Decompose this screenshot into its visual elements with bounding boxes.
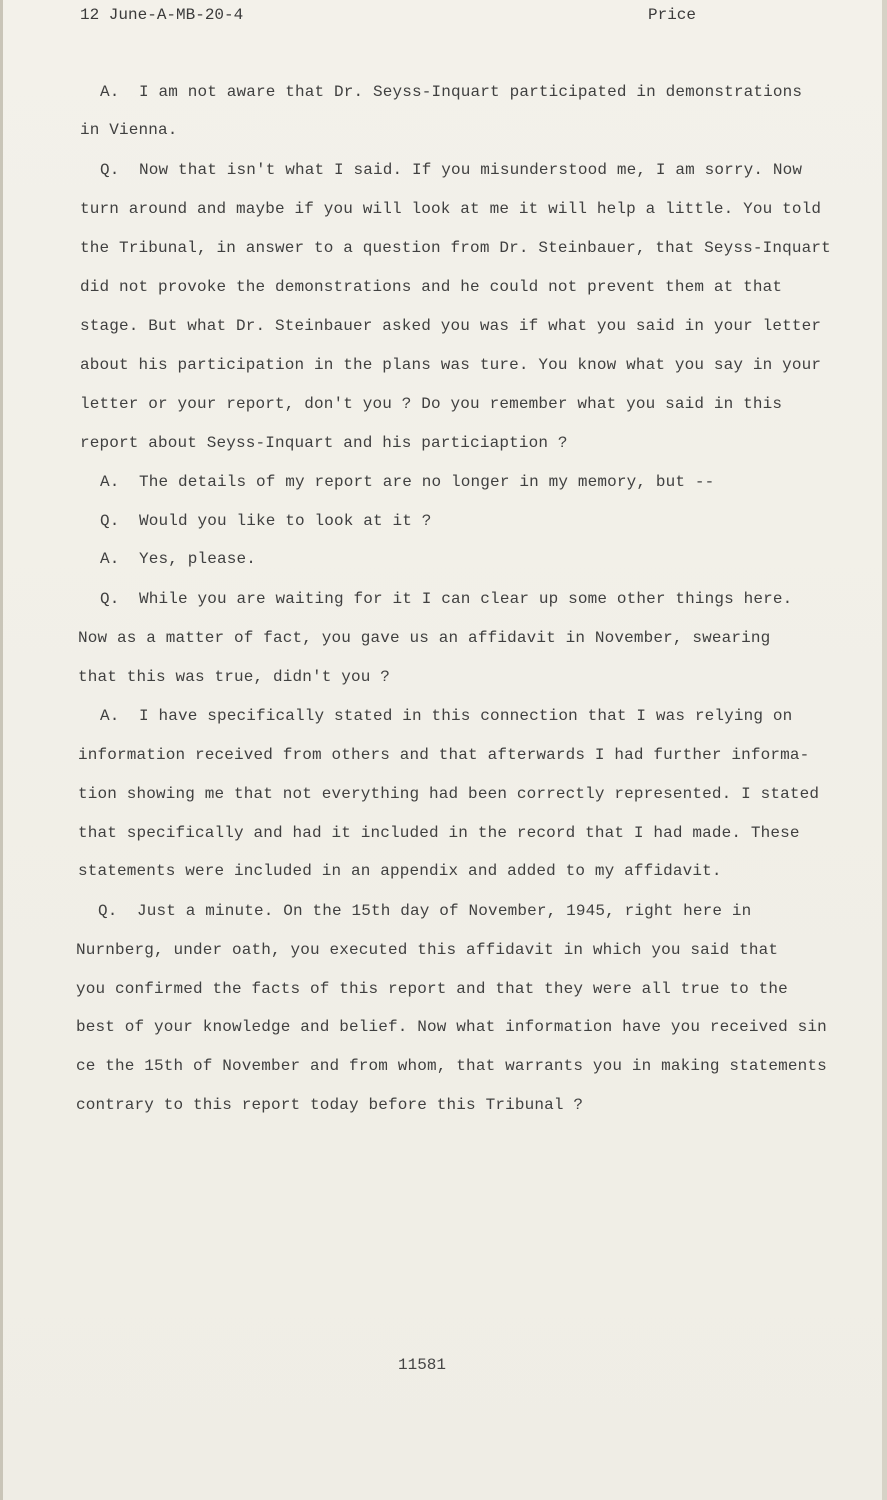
transcript-line: that specifically and had it included in the record that I had made. These xyxy=(78,824,800,842)
transcript-line: statements were included in an appendix and added to my affidavit. xyxy=(78,862,722,880)
transcript-line: A. I am not aware that Dr. Seyss-Inquart participated in demonstrations xyxy=(100,83,803,101)
transcript-line: Now as a matter of fact, you gave us an affidavit in November, swearing xyxy=(78,629,771,647)
transcript-line: you confirmed the facts of this report and that they were all true to the xyxy=(76,980,788,998)
transcript-line: report about Seyss-Inquart and his particiaption ? xyxy=(80,434,568,452)
transcript-line: A. Yes, please. xyxy=(100,550,257,568)
page-number: 11581 xyxy=(398,1356,447,1374)
transcript-line: contrary to this report today before this Tribunal ? xyxy=(76,1096,584,1114)
page-edge-left xyxy=(0,0,3,1500)
transcript-line: information received from others and that afterwards I had further informa- xyxy=(78,746,810,764)
page-edge-right xyxy=(882,0,887,1500)
transcript-line: Q. Now that isn't what I said. If you misunderstood me, I am sorry. Now xyxy=(100,161,803,179)
transcript-line: in Vienna. xyxy=(80,121,178,139)
transcript-line: Q. Would you like to look at it ? xyxy=(100,512,432,530)
transcript-line: about his participation in the plans was ture. You know what you say in your xyxy=(80,356,822,374)
transcript-line: A. The details of my report are no longer in my memory, but -- xyxy=(100,473,715,491)
transcript-line: tion showing me that not everything had been correctly represented. I stated xyxy=(78,785,820,803)
transcript-line: Q. While you are waiting for it I can clear up some other things here. xyxy=(100,590,793,608)
transcript-line: letter or your report, don't you ? Do you remember what you said in this xyxy=(80,395,783,413)
transcript-line: did not provoke the demonstrations and he could not prevent them at that xyxy=(80,278,783,296)
transcript-line: turn around and maybe if you will look at me it will help a little. You told xyxy=(80,200,822,218)
document-reference: 12 June-A-MB-20-4 xyxy=(80,6,244,24)
witness-name: Price xyxy=(648,6,697,24)
transcript-line: Q. Just a minute. On the 15th day of November, 1945, right here in xyxy=(98,902,752,920)
transcript-line: that this was true, didn't you ? xyxy=(78,668,391,686)
transcript-line: stage. But what Dr. Steinbauer asked you was if what you said in your letter xyxy=(80,317,822,335)
transcript-line: A. I have specifically stated in this connection that I was relying on xyxy=(100,707,793,725)
transcript-line: best of your knowledge and belief. Now what information have you received sin xyxy=(76,1018,827,1036)
transcript-line: Nurnberg, under oath, you executed this affidavit in which you said that xyxy=(76,941,779,959)
transcript-line: ce the 15th of November and from whom, that warrants you in making statements xyxy=(76,1057,827,1075)
transcript-line: the Tribunal, in answer to a question from Dr. Steinbauer, that Seyss-Inquart xyxy=(80,239,831,257)
